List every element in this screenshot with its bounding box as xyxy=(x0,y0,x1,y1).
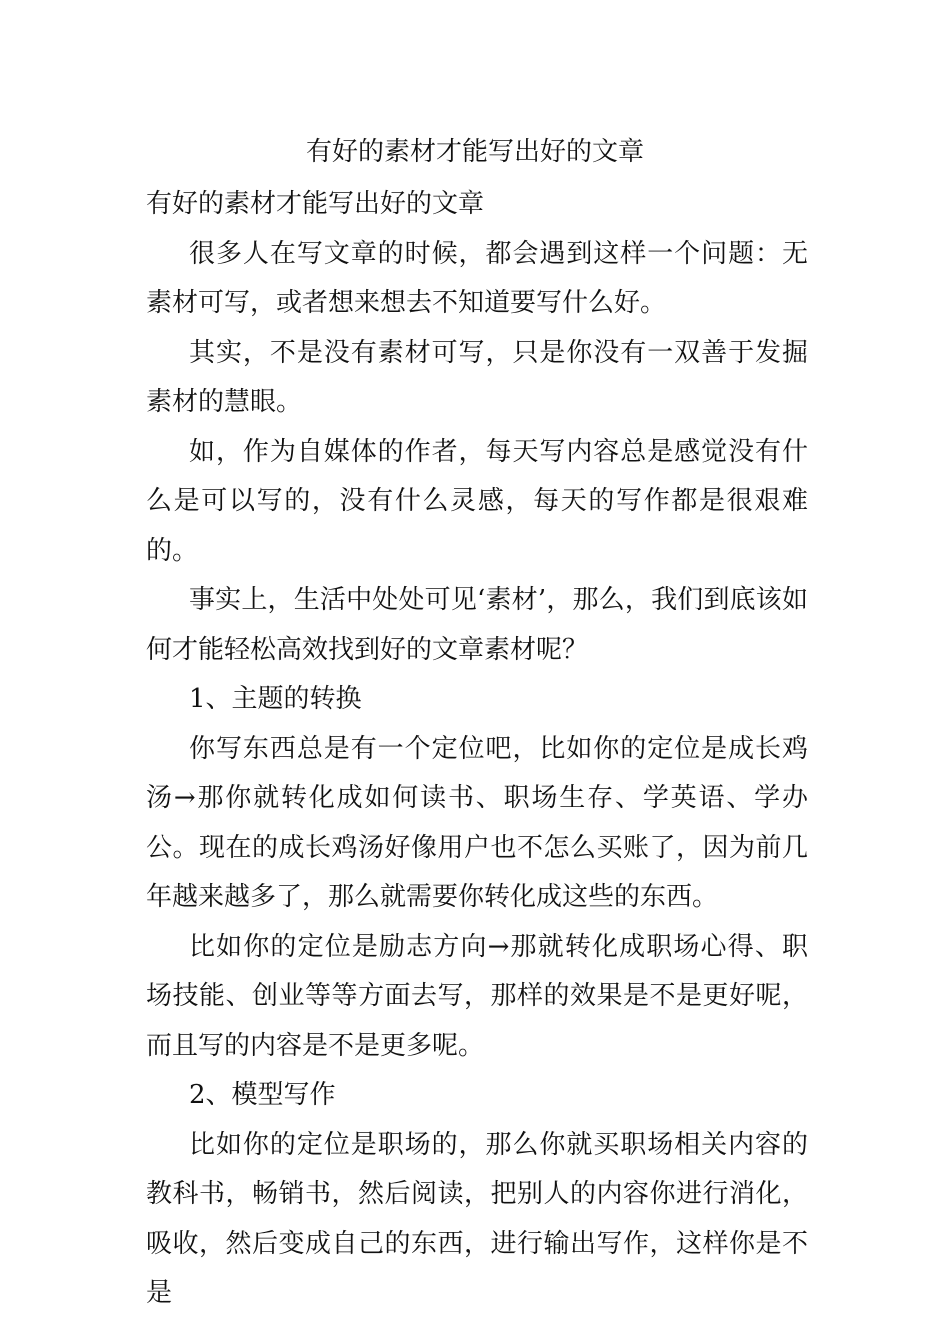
paragraph-topic-conversion-1: 你写东西总是有一个定位吧，比如你的定位是成长鸡汤→那你就转化成如何读书、职场生存、学英语、学办公。现在的成长鸡汤好像用户也不怎么买账了，因为前几年越来越多了，那么就需要你转化成这些的东西。 xyxy=(146,733,808,912)
section-heading-model-writing: 2、模型写作 xyxy=(189,1080,336,1110)
paragraph-intro: 很多人在写文章的时候，都会遇到这样一个问题：无素材可写，或者想来想去不知道要写什么好。 xyxy=(146,238,808,318)
paragraph-question: 事实上，生活中处处可见‘素材’，那么，我们到底该如何才能轻松高效找到好的文章素材呢？ xyxy=(146,585,808,665)
paragraph-insight: 其实，不是没有素材可写，只是你没有一双善于发掘素材的慧眼。 xyxy=(146,337,808,417)
document-title: 有好的素材才能写出好的文章 xyxy=(305,137,644,167)
document-subtitle: 有好的素材才能写出好的文章 xyxy=(146,189,485,219)
document-body xyxy=(146,180,808,1319)
section-heading-topic-conversion: 1、主题的转换 xyxy=(189,684,362,714)
paragraph-model-writing: 比如你的定位是职场的，那么你就买职场相关内容的教科书，畅销书，然后阅读，把别人的内容你进行消化，吸收，然后变成自己的东西，进行输出写作，这样你是不是 xyxy=(146,1129,808,1308)
paragraph-example: 如，作为自媒体的作者，每天写内容总是感觉没有什么是可以写的，没有什么灵感，每天的写作都是很艰难的。 xyxy=(146,436,808,566)
paragraph-topic-conversion-2: 比如你的定位是励志方向→那就转化成职场心得、职场技能、创业等等方面去写，那样的效果是不是更好呢，而且写的内容是不是更多呢。 xyxy=(146,931,808,1061)
